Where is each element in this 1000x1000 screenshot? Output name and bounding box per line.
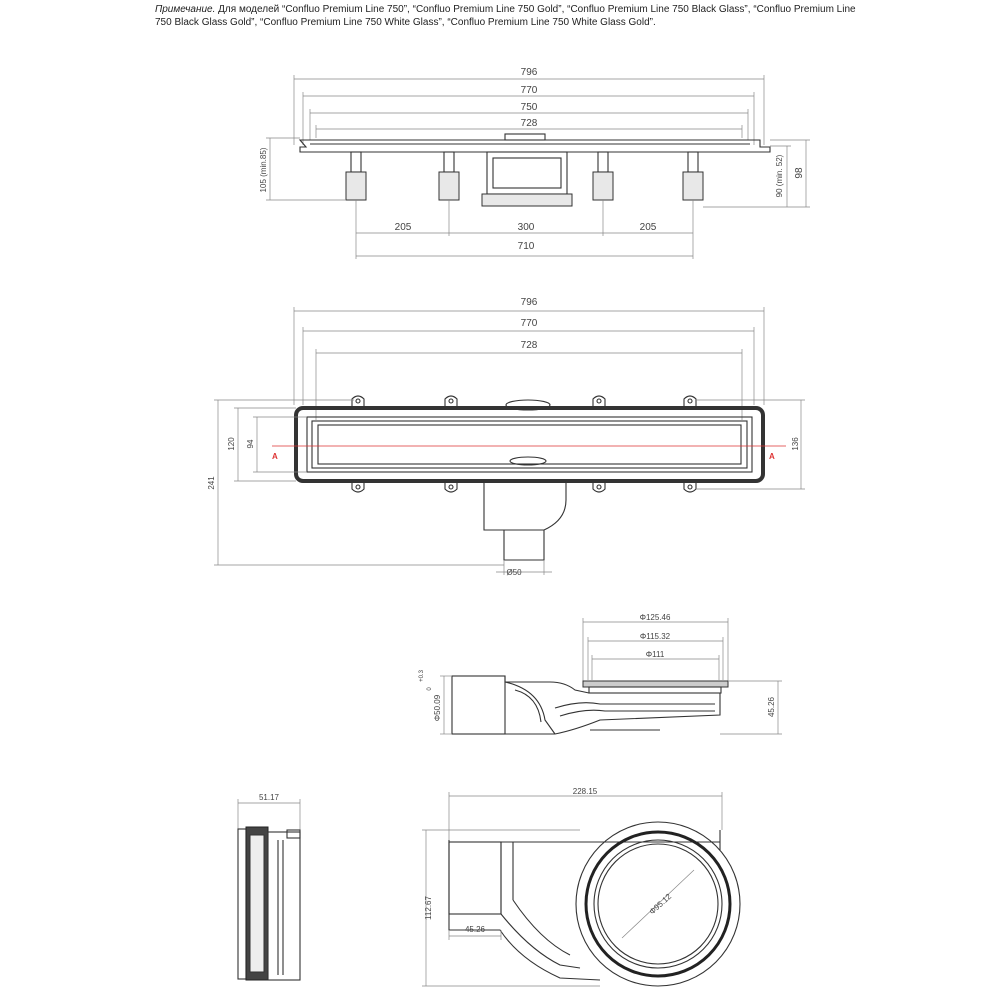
top-dim-770: 770 xyxy=(520,318,538,329)
leveling-feet xyxy=(346,152,703,200)
side-dim-205-left: 205 xyxy=(394,222,412,233)
side-right-height-inner: 90 (min. 52) xyxy=(775,154,784,198)
outlet-diameter: Ø50 xyxy=(506,568,522,577)
side-dim-750: 750 xyxy=(520,102,538,113)
plan-length: 228.15 xyxy=(572,787,598,796)
top-left-mid: 120 xyxy=(227,437,236,451)
siphon-side-view xyxy=(419,613,782,734)
top-left-inner: 94 xyxy=(246,439,255,449)
end-width: 51.17 xyxy=(258,793,280,802)
section-mark-left: A xyxy=(272,452,278,461)
siphon-tol-top: +0.3 xyxy=(419,670,425,682)
side-view xyxy=(259,67,810,259)
note-prefix: Примечание. xyxy=(155,4,216,15)
top-dim-728: 728 xyxy=(520,340,538,351)
side-dim-300: 300 xyxy=(517,222,535,233)
plan-width: 112.67 xyxy=(424,896,433,920)
side-dim-728: 728 xyxy=(520,118,538,129)
top-dim-796: 796 xyxy=(520,297,538,308)
plan-inner-d: Φ95.12 xyxy=(647,891,674,917)
note-text: Для моделей “Confluo Premium Line 750”, “Confluo Premium Line 750 Gold”, “Confluo Premium Line 750 Black Glass”, “Confluo Premium Line 750 Black Glass Gold”, “Confluo Premium Line 750 White Glass”, “Confluo Premium Line 750 White Glass Gold”. xyxy=(155,4,856,28)
siphon-plan-view xyxy=(422,787,740,986)
siphon-tol-bottom: 0 xyxy=(427,687,433,691)
side-dim-205-right: 205 xyxy=(639,222,657,233)
side-right-height-outer: 98 xyxy=(794,167,805,179)
side-dim-770: 770 xyxy=(520,85,538,96)
siphon-d1: Φ125.46 xyxy=(639,613,671,622)
section-mark-right: A xyxy=(769,452,775,461)
side-dim-796: 796 xyxy=(520,67,538,78)
plan-outlet-length: 45.26 xyxy=(464,925,486,934)
top-right-height: 136 xyxy=(791,437,800,451)
side-dim-710: 710 xyxy=(517,241,535,252)
side-left-height: 105 (min.85) xyxy=(259,147,268,193)
top-view xyxy=(207,297,805,577)
siphon-height: 45.26 xyxy=(767,696,776,718)
siphon-d2: Φ115.32 xyxy=(639,632,671,641)
siphon-d3: Φ111 xyxy=(645,650,665,659)
top-left-outer: 241 xyxy=(207,476,216,490)
siphon-end-view xyxy=(238,793,300,980)
side-trap xyxy=(482,152,572,206)
siphon-outlet: Φ50.09 xyxy=(433,694,442,722)
